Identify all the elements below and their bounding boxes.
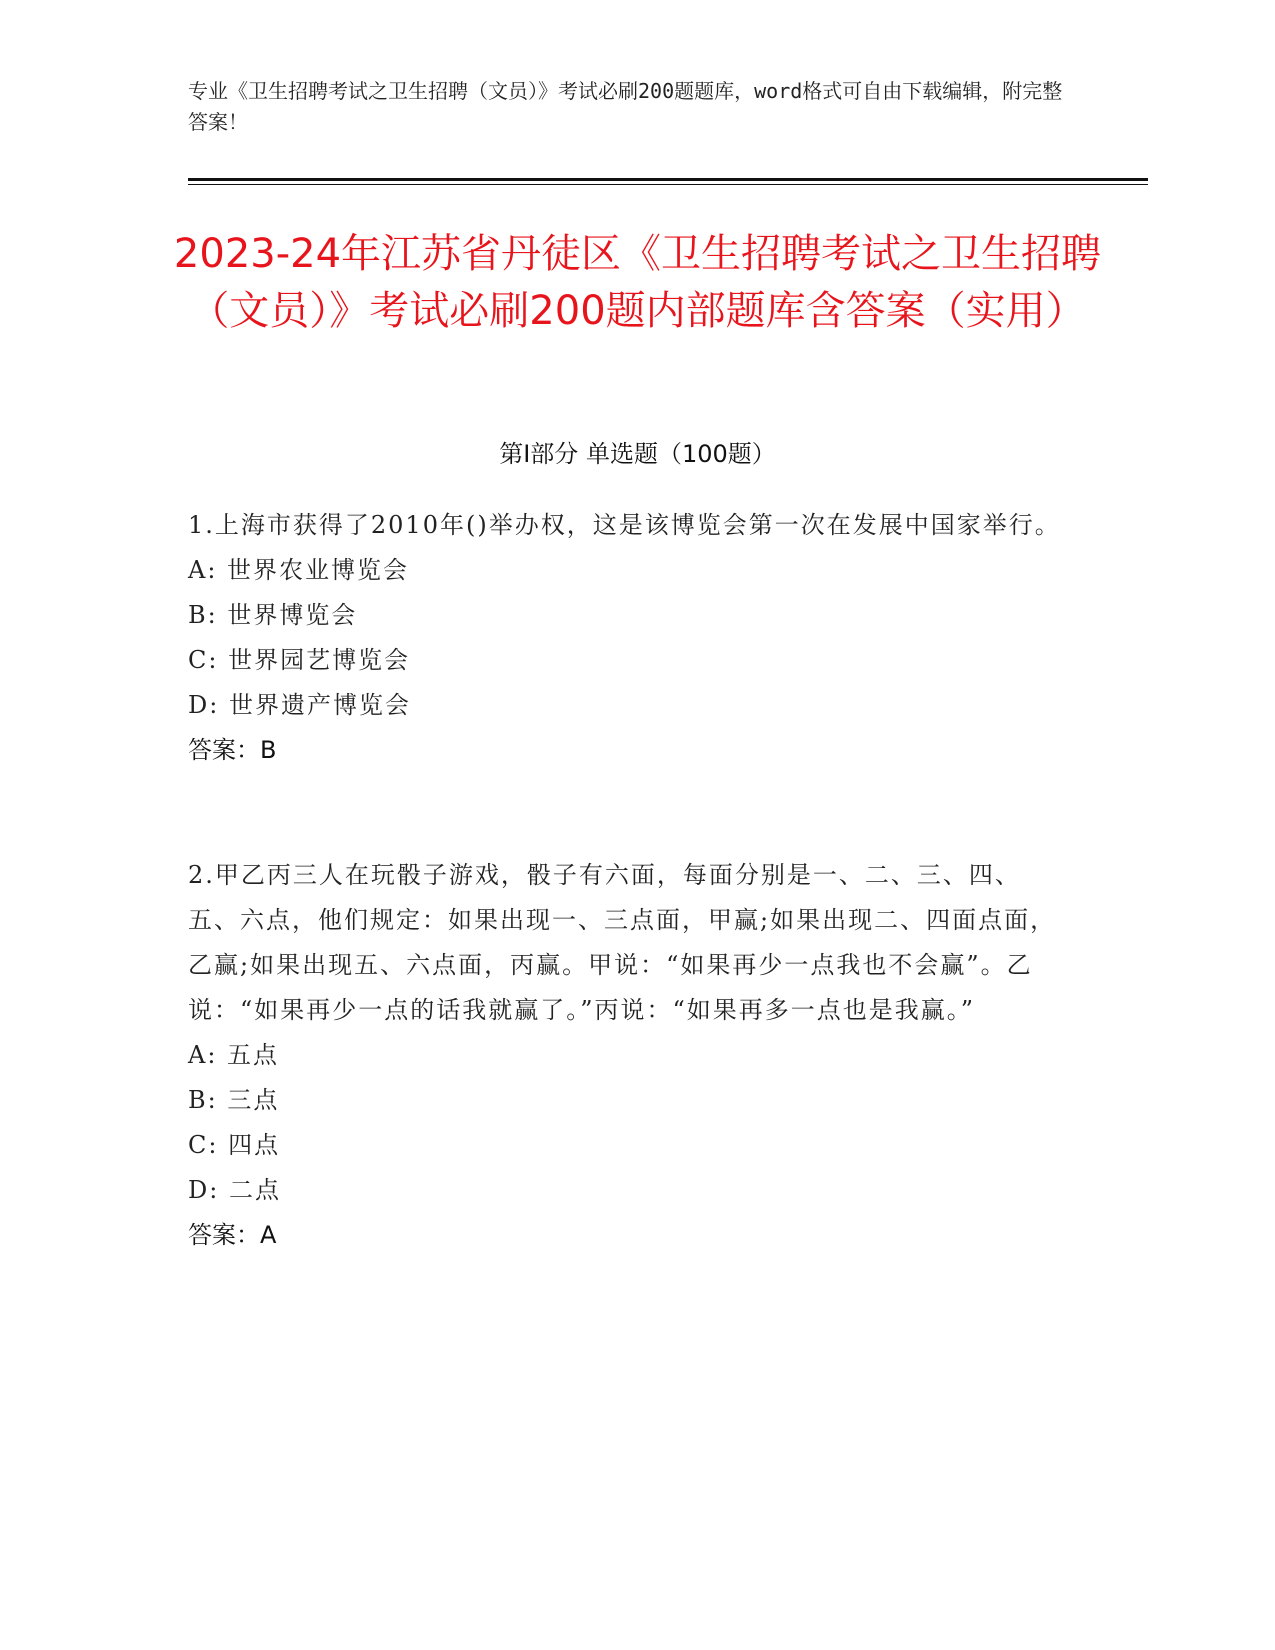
question-1 xyxy=(188,503,1068,773)
question-2 xyxy=(188,853,1068,1258)
header-divider-thin xyxy=(188,184,1148,185)
question-text: 1.上海市获得了2010年()举办权，这是该博览会第一次在发展中国家举行。 xyxy=(188,511,1061,539)
option-c: C: 世界园艺博览会 xyxy=(188,646,411,674)
option-c: C: 四点 xyxy=(188,1131,281,1159)
option-b: B: 三点 xyxy=(188,1086,280,1114)
section-title: 第Ⅰ部分 单选题（100题） xyxy=(499,440,776,468)
option-a: A: 五点 xyxy=(188,1041,280,1069)
header-divider-thick xyxy=(188,178,1148,181)
option-d: D: 世界遗产博览会 xyxy=(188,691,411,719)
answer-label: 答案：B xyxy=(188,736,277,764)
question-text: 2.甲乙丙三人在玩骰子游戏，骰子有六面，每面分别是一、二、三、四、五、六点，他们规定：如果出现一、三点面，甲赢;如果出现二、四面点面，乙赢;如果出现五、六点面，丙赢。甲说：“如果再少一点我也不会赢”。乙说：“如果再少一点的话我就赢了。”丙说：“如果再多一点也是我赢。” xyxy=(188,861,1057,1024)
header-note: 专业《卫生招聘考试之卫生招聘（文员）》考试必刷200题题库，word格式可自由下载编辑，附完整答案！ xyxy=(188,79,1063,134)
option-d: D: 二点 xyxy=(188,1176,281,1204)
answer-label: 答案：A xyxy=(188,1221,277,1249)
option-a: A: 世界农业博览会 xyxy=(188,556,410,584)
document-title: 2023-24年江苏省丹徒区《卫生招聘考试之卫生招聘（文员）》考试必刷200题内部题库含答案（实用） xyxy=(173,231,1102,334)
option-b: B: 世界博览会 xyxy=(188,601,358,629)
